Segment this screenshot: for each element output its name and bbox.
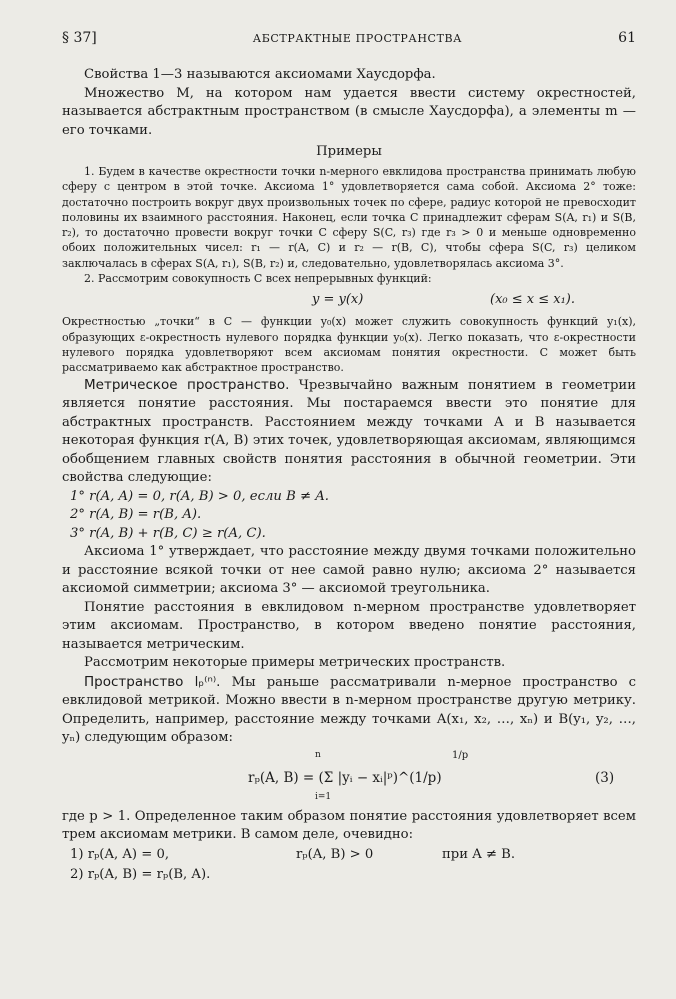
- sum-upper-limit: n: [315, 749, 321, 760]
- euclidean-metric-paragraph: Понятие расстояния в евклидовом n-мерном пространстве удовлетворяет этим аксиомам. Пространство, в котором введено понятие расстояния, называется метрическим.: [62, 599, 636, 652]
- check-1c: при A ≠ B.: [442, 846, 516, 862]
- equation-number: (3): [595, 769, 615, 786]
- chapter-title: АБСТРАКТНЫЕ ПРОСТРАНСТВА: [252, 32, 463, 45]
- page-number: 61: [618, 30, 636, 46]
- example-1: 1. Будем в качестве окрестности точки n-мерного евклидова пространства принимать любую сферу с центром в этой точке. Аксиома 1° удовлетворяется сама собой. Аксиома 2° тоже: достаточно построить вокруг двух произвольных точек по сфере, радиус которой не превосходит половины их взаимного расстояния. Наконец, если точка C принадлежит сферам S(A, r₁) и S(B, r₂), то достаточно провести вокруг точки C сферу S(C, r₃) где r₃ > 0 и меньше одновременно обоих положительных чисел: r₁ — r(A, C) и r₂ — r(B, C), чтобы сфера S(C, r₃) целиком заключалась в сферах S(A, r₁), S(B, r₂) и, следовательно, удовлетворялась аксиома 3°.: [62, 165, 636, 270]
- check-row-1: [70, 845, 636, 865]
- axiom-1: 1° r(A, A) = 0, r(A, B) > 0, если B ≠ A.: [70, 488, 329, 504]
- check-row-2: [70, 865, 636, 885]
- metric-space-paragraph: [62, 376, 636, 488]
- examples-intro: Рассмотрим некоторые примеры метрических пространств.: [84, 655, 506, 671]
- lp-axiom-checks: [62, 845, 636, 885]
- root-exponent: 1/p: [452, 749, 469, 761]
- example-2: 2. Рассмотрим совокупность C всех непрерывных функций:: [84, 272, 432, 286]
- lp-space-text: Мы раньше рассматривали n-мерное пространство с евклидовой метрикой. Можно ввести в n-мерном пространстве другую метрику. Определить, например, расстояние между точками A(x₁, x₂, …, xₙ) и B(y₁, y₂, …, yₙ) следующим образом:: [62, 674, 636, 746]
- lp-space-heading: Пространство lₚ⁽ⁿ⁾.: [84, 673, 221, 690]
- formula-3: [62, 748, 636, 808]
- lp-verification-intro: где p > 1. Определенное таким образом понятие расстояния удовлетворяет всем трем аксиомам метрики. В самом деле, очевидно:: [62, 808, 636, 843]
- section-number: § 37]: [62, 30, 97, 46]
- axioms-explanation: Аксиома 1° утверждает, что расстояние между двумя точками положительно и расстояние всякой точки от нее самой равно нулю; аксиома 2° называется аксиомой симметрии; аксиома 3° — аксиомой треугольника.: [62, 544, 636, 597]
- equation-domain: (x₀ ≤ x ≤ x₁).: [490, 292, 576, 308]
- abstract-space-definition: Множество M, на котором нам удается ввести систему окрестностей, называется абстрактным пространством (в смысле Хаусдорфа), а элементы m — его точками.: [62, 85, 636, 138]
- check-1a: 1) rₚ(A, A) = 0,: [70, 846, 170, 862]
- axiom-3: 3° r(A, B) + r(B, C) ≥ r(A, C).: [70, 525, 266, 541]
- check-2a: 2) rₚ(A, B) = rₚ(B, A).: [70, 866, 211, 882]
- running-header: [62, 30, 636, 46]
- sum-lower-limit: i=1: [315, 791, 332, 802]
- metric-axioms: [62, 488, 636, 544]
- axiom-2: 2° r(A, B) = r(B, A).: [70, 507, 202, 523]
- equation-left: y = y(x): [312, 292, 364, 308]
- example-2-continuation: Окрестностью „точки“ в C — функции y₀(x) может служить совокупность функций y₁(x), образующих ε-окрестность нулевого порядка функции y₀(x). Легко показать, что ε-окрестности нулевого порядка удовлетворяют всем аксиомам понятия окрестности. C может быть рассматриваемо как абстрактное пространство.: [62, 315, 636, 375]
- lp-space-paragraph: [62, 673, 636, 748]
- function-equation: [62, 286, 636, 314]
- metric-space-heading: Метрическое пространство.: [84, 376, 290, 393]
- metric-space-text: Чрезвычайно важным понятием в геометрии является понятие расстояния. Мы постараемся ввести это понятие для абстрактных пространств. Расстоянием между точками A и B называется некоторая функция r(A, B) этих точек, удовлетворяющая аксиомам, являющимся обобщением главных свойств понятия расстояния в обычной геометрии. Эти свойства следующие:: [62, 377, 636, 486]
- lp-distance-formula: rₚ(A, B) = (Σ |yᵢ − xᵢ|ᵖ)^(1/p): [248, 769, 442, 786]
- examples-heading: Примеры: [316, 144, 382, 159]
- check-1b: rₚ(A, B) > 0: [296, 846, 374, 862]
- hausdorff-axioms-sentence: Свойства 1—3 называются аксиомами Хаусдорфа.: [84, 67, 436, 82]
